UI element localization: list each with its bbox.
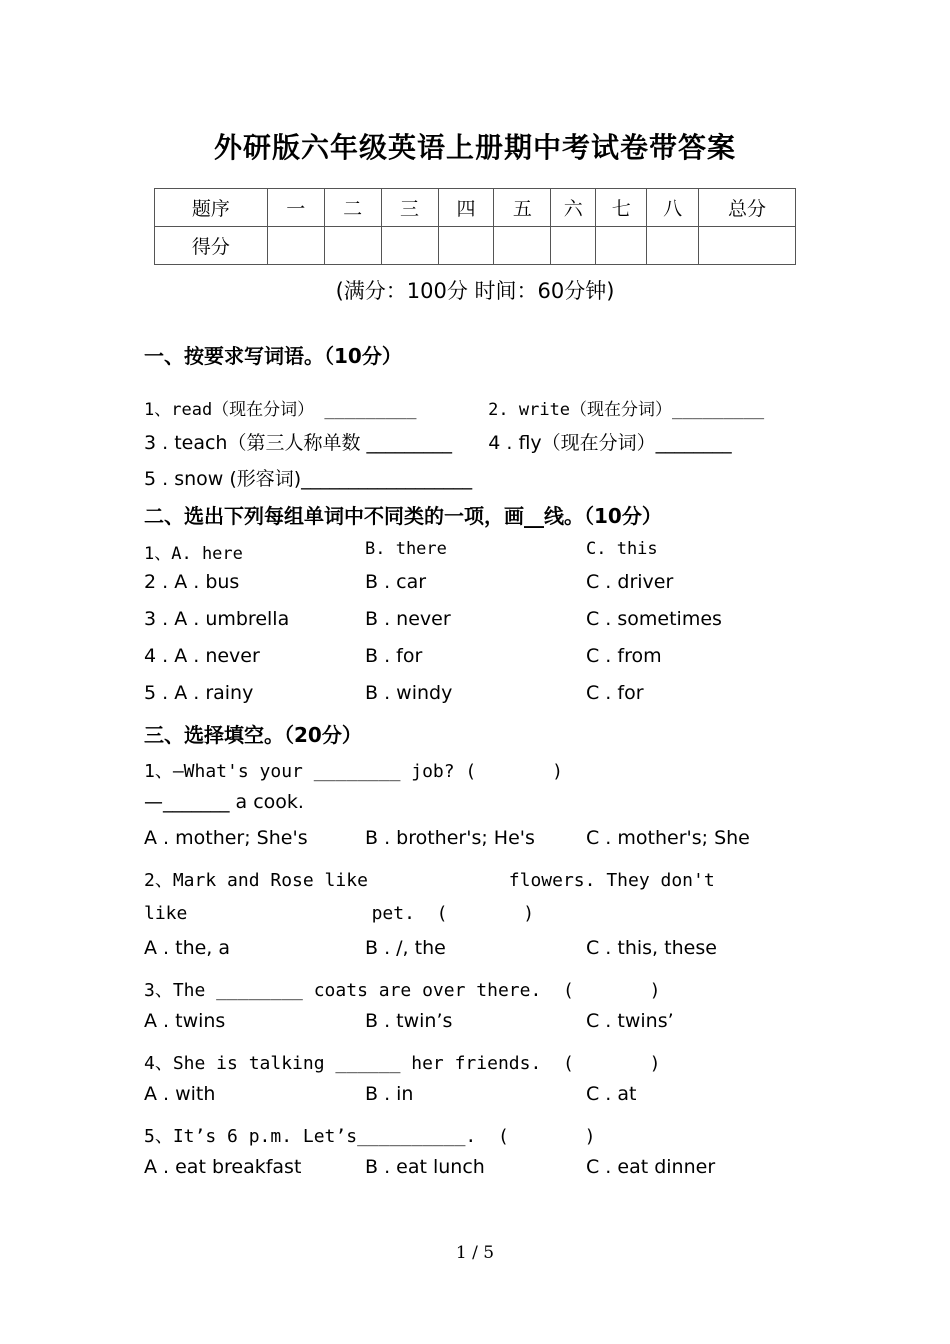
score-cell[interactable] [438,227,494,265]
score-input-row [155,227,796,265]
option-c: C . mother's; She [586,827,750,849]
score-cell[interactable] [267,227,324,265]
header-cell: 一 [267,189,324,227]
score-header-row [155,189,796,227]
option-a: 1、A. here [144,544,243,564]
question-5: 5、It’s 6 p.m. Let’s__________. ( ) [144,1126,596,1147]
section1-line2: 3 . teach（第三人称单数 _________ 4 . fly（现在分词）________ [144,432,732,454]
option-a: 2 . A . bus [144,571,240,593]
question-2-line1: 2、Mark and Rose like flowers. They don't [144,870,715,891]
option-c: C . at [586,1083,637,1105]
section1-heading: 一、按要求写词语。（10分） [144,344,402,368]
question-4: 4、She is talking ______ her friends. ( ) [144,1053,661,1074]
section3-heading: 三、选择填空。（20分） [144,723,362,747]
score-cell[interactable] [494,227,551,265]
option-c: C. this [586,539,658,559]
question-5-options [144,1156,716,1244]
option-a: A . mother; She's [144,827,308,849]
option-b: B . eat lunch [365,1156,485,1178]
header-cell: 三 [381,189,438,227]
score-table [154,188,796,265]
option-a: 5 . A . rainy [144,682,254,704]
question-3: 3、The ________ coats are over there. ( ) [144,980,661,1001]
option-b: B . windy [365,682,453,704]
score-cell[interactable] [647,227,699,265]
score-cell[interactable] [596,227,647,265]
section1-line3: 5 . snow (形容词)__________________ [144,468,473,490]
score-cell[interactable] [699,227,796,265]
option-c: C . eat dinner [586,1156,716,1178]
option-c: C . this, these [586,937,717,959]
score-row-label: 得分 [155,227,268,265]
option-b: B . car [365,571,427,593]
header-cell: 总分 [699,189,796,227]
option-c: C . driver [586,571,674,593]
section1-line1: 1、read（现在分词） _________ 2. write（现在分词）_________ [144,400,765,420]
option-b: B . for [365,645,423,667]
page-number: 1 / 5 [455,1243,495,1263]
header-cell: 二 [324,189,381,227]
option-a: A . with [144,1083,216,1105]
option-c: C . for [586,682,644,704]
header-cell: 五 [494,189,551,227]
option-a: A . the, a [144,937,231,959]
option-a: A . eat breakfast [144,1156,302,1178]
option-a: 3 . A . umbrella [144,608,290,630]
page-title: 外研版六年级英语上册期中考试卷带答案 [213,131,736,164]
option-c: C . twins’ [586,1010,674,1032]
option-b: B . never [365,608,451,630]
option-c: C . sometimes [586,608,722,630]
header-cell: 题序 [155,189,268,227]
section2-heading: 二、选出下列每组单词中不同类的一项，画__线。（10分） [144,504,662,528]
exam-meta: (满分：100分 时间：60分钟) [335,279,615,303]
score-cell[interactable] [551,227,596,265]
option-b: B . brother's; He's [365,827,535,849]
header-cell: 八 [647,189,699,227]
option-b: B . twin’s [365,1010,453,1032]
option-a: A . twins [144,1010,226,1032]
option-a: 4 . A . never [144,645,260,667]
score-cell[interactable] [381,227,438,265]
option-b: B . in [365,1083,414,1105]
header-cell: 七 [596,189,647,227]
option-c: C . from [586,645,662,667]
question-1: 1、—What's your ________ job? ( ) [144,761,563,782]
header-cell: 六 [551,189,596,227]
score-cell[interactable] [324,227,381,265]
question-2-line2: like pet. ( ) [144,903,535,924]
question-1-answer: —_______ a cook. [144,791,304,813]
option-b: B . /, the [365,937,446,959]
header-cell: 四 [438,189,494,227]
option-b: B. there [365,539,447,559]
